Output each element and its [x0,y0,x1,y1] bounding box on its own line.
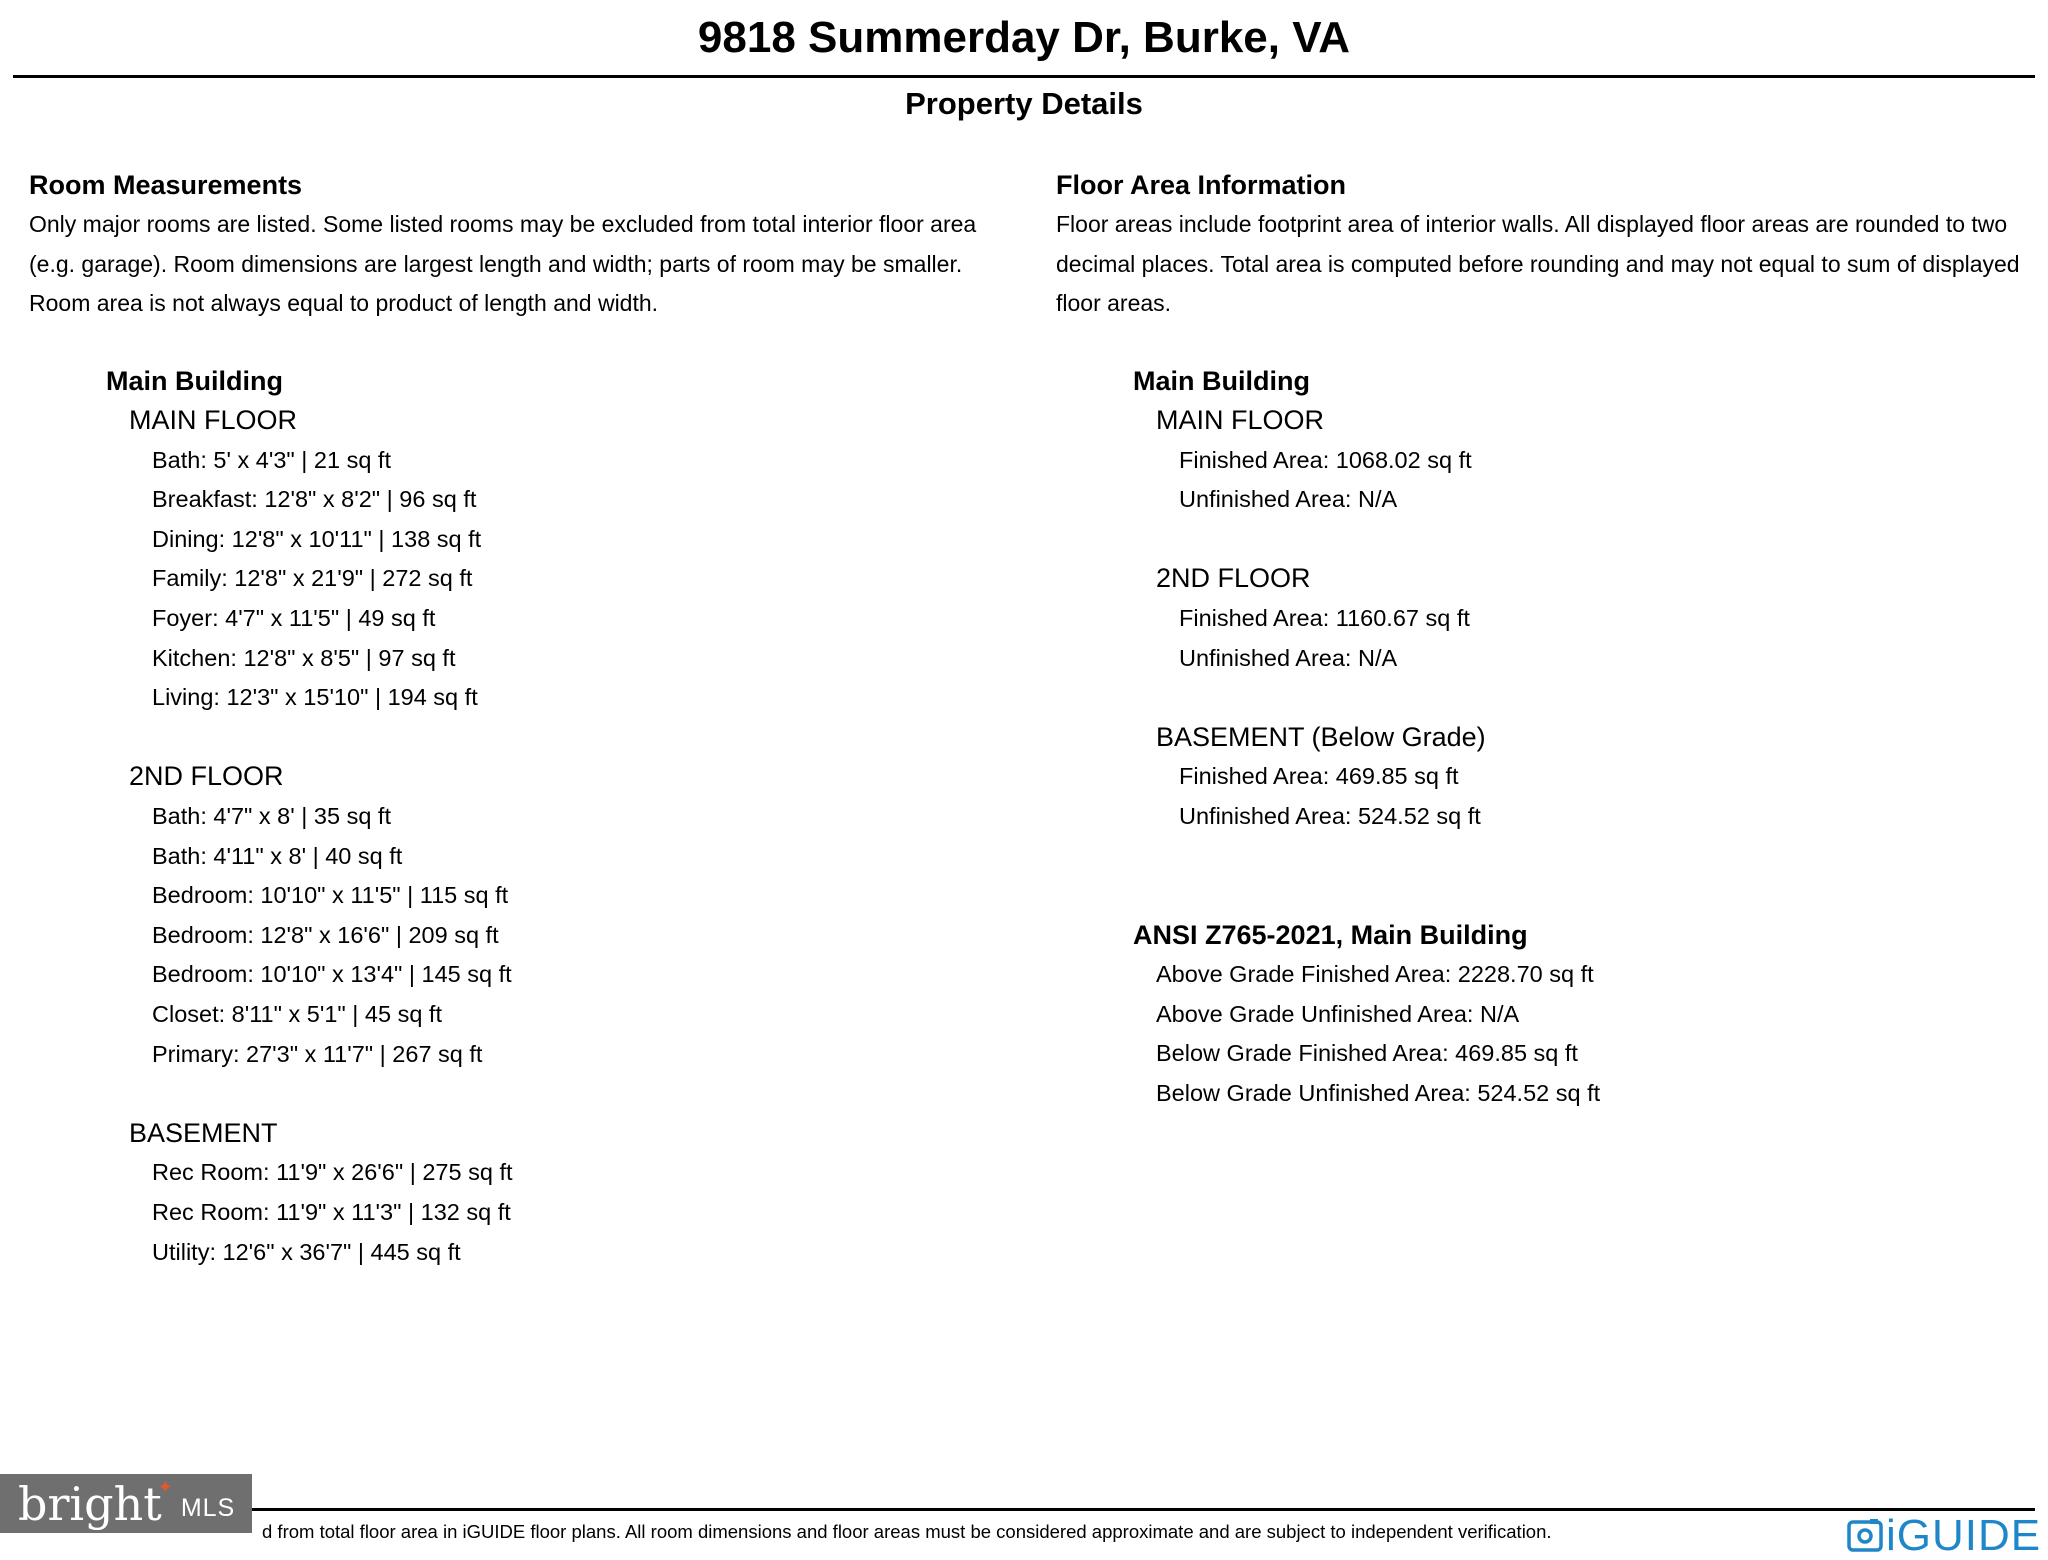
room-item: Bath: 4'7" x 8' | 35 sq ft [152,803,391,830]
floor-name: BASEMENT (Below Grade) [1156,721,1486,752]
finished-area: Finished Area: 1160.67 sq ft [1179,605,1470,632]
bright-mls-watermark [0,1474,252,1533]
floor-area-description-line: decimal places. Total area is computed before rounding and may not equal to sum of displayed [1056,250,2020,277]
floor-name: BASEMENT [129,1117,278,1148]
ansi-heading: ANSI Z765-2021, Main Building [1133,919,1528,950]
floor-area-description-line: floor areas. [1056,290,1172,316]
floor-area-section [1056,165,2046,1114]
room-item: Kitchen: 12'8" x 8'5" | 97 sq ft [152,644,456,671]
room-item: Primary: 27'3" x 11'7" | 267 sq ft [152,1040,483,1067]
room-item: Bath: 5' x 4'3" | 21 sq ft [152,446,391,473]
building-name: Main Building [1133,365,1310,396]
watermark-bright-text: bright [18,1476,162,1531]
unfinished-area: Unfinished Area: N/A [1179,644,1398,671]
room-item: Bath: 4'11" x 8' | 40 sq ft [152,842,403,869]
floor-name: MAIN FLOOR [129,405,298,436]
iguide-logo-text: iGUIDE [1886,1511,2042,1560]
area-floor-2nd [1156,559,2046,678]
watermark-mls-text: MLS [180,1494,236,1522]
room-item: Bedroom: 10'10" x 11'5" | 115 sq ft [152,882,509,909]
page-subtitle: Property Details [905,86,1143,121]
room-item: Bedroom: 10'10" x 13'4" | 145 sq ft [152,961,512,988]
room-building-group [106,362,1019,1273]
unfinished-area: Unfinished Area: N/A [1179,486,1398,513]
floor-group-basement [129,1114,1019,1272]
ansi-line: Below Grade Finished Area: 469.85 sq ft [1156,1040,1578,1067]
room-item: Living: 12'3" x 15'10" | 194 sq ft [152,684,478,711]
room-item: Foyer: 4'7" x 11'5" | 49 sq ft [152,605,436,632]
floor-name: 2ND FLOOR [1156,563,1311,594]
floor-area-description-line: Floor areas include footprint area of interior walls. All displayed floor areas are rounded to two [1056,211,2008,237]
room-item: Utility: 12'6" x 36'7" | 445 sq ft [152,1238,461,1265]
ansi-line: Above Grade Finished Area: 2228.70 sq ft [1156,961,1594,988]
area-floor-basement [1156,718,2046,837]
floor-name: 2ND FLOOR [129,761,284,792]
room-item: Bedroom: 12'8" x 16'6" | 209 sq ft [152,921,499,948]
ansi-line: Above Grade Unfinished Area: N/A [1156,1000,1520,1027]
area-building-group [1133,362,2046,1114]
room-item: Rec Room: 11'9" x 26'6" | 275 sq ft [152,1159,513,1186]
finished-area: Finished Area: 1068.02 sq ft [1179,446,1472,473]
footer-divider [13,1508,2035,1511]
room-measurements-heading: Room Measurements [29,170,303,200]
room-item: Rec Room: 11'9" x 11'3" | 132 sq ft [152,1198,511,1225]
floor-group-2nd [129,757,1019,1074]
building-name: Main Building [106,365,283,396]
room-measurements-description-line: (e.g. garage). Room dimensions are largest length and width; parts of room may be smaller. [29,250,963,277]
room-measurements-description-line: Only major rooms are listed. Some listed rooms may be excluded from total interior floor area [29,211,977,237]
floor-name: MAIN FLOOR [1156,405,1325,436]
footer-disclaimer: d from total floor area in iGUIDE floor plans. All room dimensions and floor areas must be considered approximate and are subject to independent verification. [262,1521,1552,1542]
page-title: 9818 Summerday Dr, Burke, VA [697,13,1351,62]
iguide-camera-icon [1846,1517,1884,1555]
ansi-group [1133,916,2046,1114]
area-floor-main [1156,401,2046,520]
floor-group-main [129,401,1019,718]
watermark-star-icon: ✦ [157,1477,173,1497]
room-item: Dining: 12'8" x 10'11" | 138 sq ft [152,525,482,552]
room-measurements-section [29,165,1019,1272]
finished-area: Finished Area: 469.85 sq ft [1179,763,1459,790]
unfinished-area: Unfinished Area: 524.52 sq ft [1179,803,1481,830]
iguide-logo [1846,1511,2042,1560]
room-item: Family: 12'8" x 21'9" | 272 sq ft [152,565,473,592]
room-item: Closet: 8'11" x 5'1" | 45 sq ft [152,1001,442,1027]
title-divider [13,75,2035,78]
room-measurements-description-line: Room area is not always equal to product of length and width. [29,290,659,316]
floor-area-heading: Floor Area Information [1056,170,1347,200]
ansi-line: Below Grade Unfinished Area: 524.52 sq ft [1156,1080,1601,1106]
room-item: Breakfast: 12'8" x 8'2" | 96 sq ft [152,486,477,513]
